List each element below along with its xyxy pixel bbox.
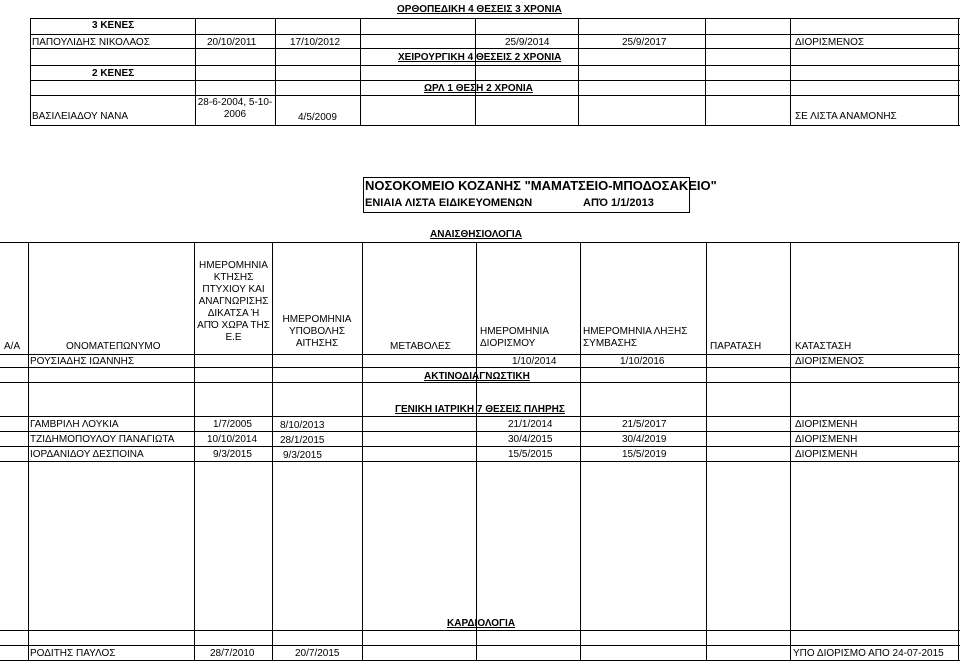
anesthesia-status: ΔΙΟΡΙΣΜΕΝΟΣ [795, 356, 865, 367]
grid-line [0, 354, 960, 355]
col-changes: ΜΕΤΑΒΟΛΕΣ [390, 341, 451, 352]
table-row-appointment: 30/4/2015 [508, 434, 553, 445]
grid-line [194, 242, 195, 660]
col-extension: ΠΑΡΑΤΑΣΗ [710, 341, 762, 352]
table-row-name: ΙΟΡΔΑΝΙΔΟΥ ΔΕΣΠΟΙΝΑ [30, 449, 144, 460]
grid-line [30, 34, 960, 35]
grid-line [0, 431, 960, 432]
grid-line [30, 18, 960, 19]
grid-line [275, 18, 276, 125]
table-row-name: ΓΑΜΒΡΙΛΗ ΛΟΥΚΙΑ [30, 419, 119, 430]
col-degree-date: ΗΜΕΡΟΜΗΝΙΑ ΚΤΗΣΗΣ ΠΤΥΧΙΟΥ ΚΑΙ ΑΝΑΓΝΩΡΙΣΗΣ ΔΙΚΑΤΣΑ Ή ΑΠΌ ΧΩΡΑ ΤΗΣ Ε.Ε [197, 260, 270, 343]
anesthesia-name: ΡΟΥΣΙΑΔΗΣ ΙΩΑΝΝΗΣ [30, 356, 135, 367]
cardiology-name: ΡΟΔΙΤΗΣ ΠΑΥΛΟΣ [30, 648, 116, 659]
vacancies-3: 3 ΚΕΝΕΣ [92, 20, 135, 31]
row1-status: ΔΙΟΡΙΣΜΕΝΟΣ [795, 37, 865, 48]
cardiology-application: 20/7/2015 [295, 648, 340, 659]
table-row-status: ΔΙΟΡΙΣΜΕΝΗ [795, 419, 858, 430]
grid-line [790, 242, 791, 660]
grid-line [30, 80, 960, 81]
grid-line [958, 242, 959, 660]
orl-section-title: ΩΡΛ 1 ΘΕΣΗ 2 ΧΡΟΝΙΑ [424, 83, 533, 94]
grid-line [0, 416, 960, 417]
grid-line [30, 18, 31, 125]
col-contract-end: ΗΜΕΡΟΜΗΝΙΑ ΛΗΞΗΣ ΣΥΜΒΑΣΗΣ [583, 326, 688, 349]
col-application-date: ΗΜΕΡΟΜΗΝΙΑ ΥΠΟΒΟΛΗΣ ΑΙΤΗΣΗΣ [282, 314, 352, 349]
grid-line [578, 18, 579, 125]
ortho-section-title: ΟΡΘΟΠΕΔΙΚΗ 4 ΘΕΣΕΙΣ 3 ΧΡΟΝΙΑ [397, 4, 562, 15]
grid-line [476, 242, 477, 660]
anesthesia-end: 1/10/2016 [620, 356, 665, 367]
table-row-degree: 10/10/2014 [207, 434, 258, 445]
table-row-status: ΔΙΟΡΙΣΜΕΝΗ [795, 449, 858, 460]
table-row-end: 21/5/2017 [622, 419, 667, 430]
col-aa: Α/Α [4, 341, 21, 352]
row2-date1: 28-6-2004, 5-10-2006 [197, 97, 273, 120]
table-row-application: 28/1/2015 [280, 435, 325, 446]
grid-line [0, 660, 960, 661]
table-row-end: 15/5/2019 [622, 449, 667, 460]
grid-line [360, 18, 361, 125]
table-row-end: 30/4/2019 [622, 434, 667, 445]
grid-line [0, 446, 960, 447]
grid-line [0, 461, 960, 462]
table-row-name: ΤΖΙΔΗΜΟΠΟΥΛΟΥ ΠΑΝΑΓΙΩΤΑ [30, 434, 175, 445]
col-status: ΚΑΤΑΣΤΑΣΗ [795, 341, 852, 352]
vacancies-2: 2 ΚΕΝΕΣ [92, 68, 135, 79]
table-row-application: 9/3/2015 [283, 450, 322, 461]
grid-line [475, 18, 476, 125]
row2-status: ΣΕ ΛΙΣΤΑ ΑΝΑΜΟΝΗΣ [795, 111, 897, 122]
table-row-appointment: 21/1/2014 [508, 419, 553, 430]
list-title: ΕΝΙΑΙΑ ΛΙΣΤΑ ΕΙΔΙΚΕΥΟΜΕΝΩΝ [365, 197, 533, 209]
col-name: ΟΝΟΜΑΤΕΠΩΝΥΜΟ [66, 341, 161, 352]
table-row-appointment: 15/5/2015 [508, 449, 553, 460]
cardiology-degree: 28/7/2010 [210, 648, 255, 659]
radiology-section-title: ΑΚΤΙΝΟΔΙΑΓΝΩΣΤΙΚΗ [424, 371, 530, 382]
row1-date3: 25/9/2014 [505, 37, 550, 48]
row1-date2: 17/10/2012 [290, 37, 341, 48]
grid-line [958, 18, 959, 125]
row2-date2: 4/5/2009 [298, 112, 337, 123]
grid-line [0, 630, 960, 631]
cardiology-section-title: ΚΑΡΔΙΟΛΟΓΙΑ [447, 618, 516, 629]
general-section-title: ΓΕΝΙΚΗ ΙΑΤΡΙΚΗ 7 ΘΕΣΕΙΣ ΠΛΗΡΗΣ [395, 404, 565, 415]
grid-line [28, 242, 29, 660]
grid-line [0, 242, 960, 243]
grid-line [706, 242, 707, 660]
grid-line [790, 18, 791, 125]
row1-name: ΠΑΠΟΥΛΙΔΗΣ ΝΙΚΟΛΑΟΣ [32, 37, 150, 48]
surgery-section-title: ΧΕΙΡΟΥΡΓΙΚΗ 4 ΘΕΣΕΙΣ 2 ΧΡΟΝΙΑ [398, 52, 562, 63]
grid-line [0, 645, 960, 646]
anesthesia-section-title: ΑΝΑΙΣΘΗΣΙΟΛΟΓΙΑ [430, 229, 522, 240]
from-date: ΑΠΌ 1/1/2013 [583, 197, 654, 209]
cardiology-status: ΥΠΟ ΔΙΟΡΙΣΜΟ ΑΠΟ 24-07-2015 [793, 648, 944, 659]
table-row-application: 8/10/2013 [280, 420, 325, 431]
row1-date1: 20/10/2011 [207, 37, 257, 48]
table-row-degree: 9/3/2015 [213, 449, 252, 460]
grid-line [272, 242, 273, 660]
grid-line [705, 18, 706, 125]
hospital-title: ΝΟΣΟΚΟΜΕΙΟ ΚΟΖΑΝΗΣ "ΜΑΜΑΤΣΕΙΟ-ΜΠΟΔΟΣΑΚΕΙΟ" [365, 178, 717, 193]
grid-line [362, 242, 363, 660]
col-appointment-date: ΗΜΕΡΟΜΗΝΙΑ ΔΙΟΡΙΣΜΟΥ [480, 326, 549, 349]
row2-name: ΒΑΣΙΛΕΙΑΔΟΥ ΝΑΝΑ [32, 111, 129, 122]
anesthesia-appointment: 1/10/2014 [512, 356, 557, 367]
table-row-degree: 1/7/2005 [213, 419, 252, 430]
grid-line [30, 125, 960, 126]
grid-line [30, 65, 960, 66]
row1-date4: 25/9/2017 [622, 37, 667, 48]
grid-line [580, 242, 581, 660]
table-row-status: ΔΙΟΡΙΣΜΕΝΗ [795, 434, 858, 445]
grid-line [30, 95, 960, 96]
